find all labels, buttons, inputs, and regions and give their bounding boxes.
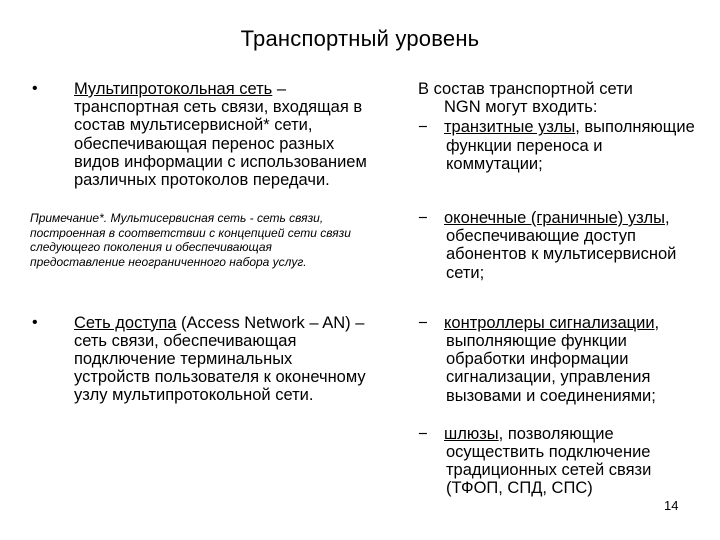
list-item-gateways — [398, 425, 698, 498]
dash-icon: − — [418, 313, 428, 332]
footnote-text: Мультисервисная сеть - сеть связи, построенная в соответствии с концепцией сети связи следующего поколения и обеспечивающая предоставление неограниченного набора услуг. — [30, 211, 351, 269]
term-signaling-controllers: контроллеры сигнализации — [444, 313, 655, 332]
bullet-icon: • — [32, 313, 38, 331]
right-intro — [398, 80, 698, 116]
page-title: Транспортный уровень — [240, 26, 480, 51]
item-text: , выполняющие функции обработки информации сигнализации, управления вызовами и соединениями; — [446, 313, 660, 405]
definition-text: – транспортная сеть связи, входящая в состав мультисервисной* сети, обеспечивающая перенос разных видов информации с использованием различных протоколов передачи. — [74, 80, 367, 190]
list-item-signaling-controllers — [398, 314, 698, 405]
term-transit-nodes: транзитные узлы — [444, 118, 576, 137]
footnote-label: Примечание*. — [30, 211, 108, 226]
definition-text: (Access Network – AN) – сеть связи, обеспечивающая подключение терминальных устройств пользователя к оконечному узлу мультипротокольной сети. — [74, 313, 366, 405]
item-text: , выполняющие функции переноса и коммутации; — [446, 118, 695, 173]
item-text: , позволяющие осуществить подключение традиционных сетей связи (ТФОП, СПД, СПС) — [446, 424, 652, 498]
intro-line-2: NGN могут входить: — [444, 98, 598, 117]
dash-icon: − — [418, 118, 428, 137]
footnote — [15, 211, 370, 269]
intro-line-1: В состав транспортной сети — [418, 80, 633, 98]
term-multiprotocol-network: Мультипротокольная сеть — [74, 80, 273, 98]
dash-icon: − — [418, 424, 428, 443]
term-gateways: шлюзы — [444, 424, 499, 443]
term-edge-nodes: оконечные (граничные) узлы — [444, 209, 665, 228]
left-column — [30, 80, 370, 405]
list-item-transit-nodes — [398, 118, 698, 173]
list-item-edge-nodes — [398, 209, 698, 282]
page-number: 14 — [664, 498, 679, 513]
bullet-icon: • — [32, 80, 38, 97]
definition-multiprotocol — [30, 80, 370, 189]
item-text: , обеспечивающие доступ абонентов к мультисервисной сети; — [446, 209, 677, 282]
definition-access-network — [30, 314, 370, 405]
term-access-network: Сеть доступа — [74, 313, 177, 332]
right-column — [398, 80, 698, 498]
dash-icon: − — [418, 209, 428, 228]
